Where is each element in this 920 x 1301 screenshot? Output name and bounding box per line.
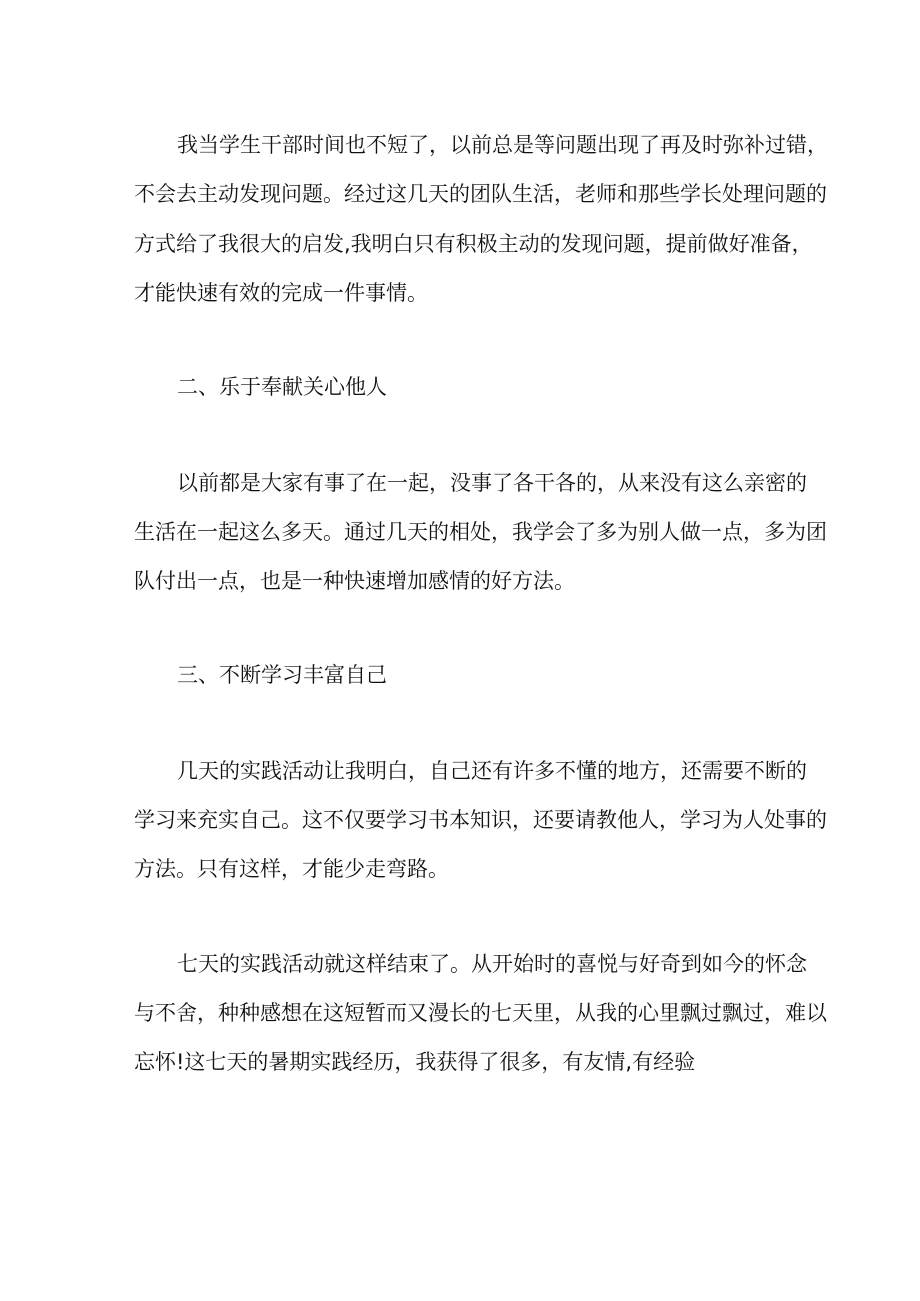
section-heading-3: 三、不断学习丰富自己 [177,663,387,687]
paragraph-3-line-1: 几天的实践活动让我明白，自己还有许多不懂的地方，还需要不断的 [177,759,807,783]
paragraph-2-line-2: 生活在一起这么多天。通过几天的相处，我学会了多为别人做一点，多为团 [134,520,827,544]
paragraph-4-line-3: 忘怀!这七天的暑期实践经历，我获得了很多，有友情,有经验 [134,1050,696,1074]
section-heading-2: 二、乐于奉献关心他人 [177,375,387,399]
paragraph-1-line-2: 不会去主动发现问题。经过这几天的团队生活，老师和那些学长处理问题的 [134,182,827,206]
paragraph-3-line-2: 学习来充实自己。这不仅要学习书本知识，还要请教他人，学习为人处事的 [134,808,827,832]
paragraph-4-line-2: 与不舍，种种感想在这短暂而又漫长的七天里，从我的心里飘过飘过，难以 [134,1001,827,1025]
paragraph-2-line-3: 队付出一点，也是一种快速增加感情的好方法。 [134,569,575,593]
paragraph-2-line-1: 以前都是大家有事了在一起，没事了各干各的，从来没有这么亲密的 [177,471,807,495]
paragraph-1-line-3: 方式给了我很大的启发,我明白只有积极主动的发现问题，提前做好准备， [134,232,813,256]
paragraph-1-line-4: 才能快速有效的完成一件事情。 [134,281,428,305]
paragraph-3-line-3: 方法。只有这样，才能少走弯路。 [134,857,449,881]
paragraph-1-line-1: 我当学生干部时间也不短了，以前总是等问题出现了再及时弥补过错， [177,133,828,157]
paragraph-4-line-1: 七天的实践活动就这样结束了。从开始时的喜悦与好奇到如今的怀念 [177,952,807,976]
